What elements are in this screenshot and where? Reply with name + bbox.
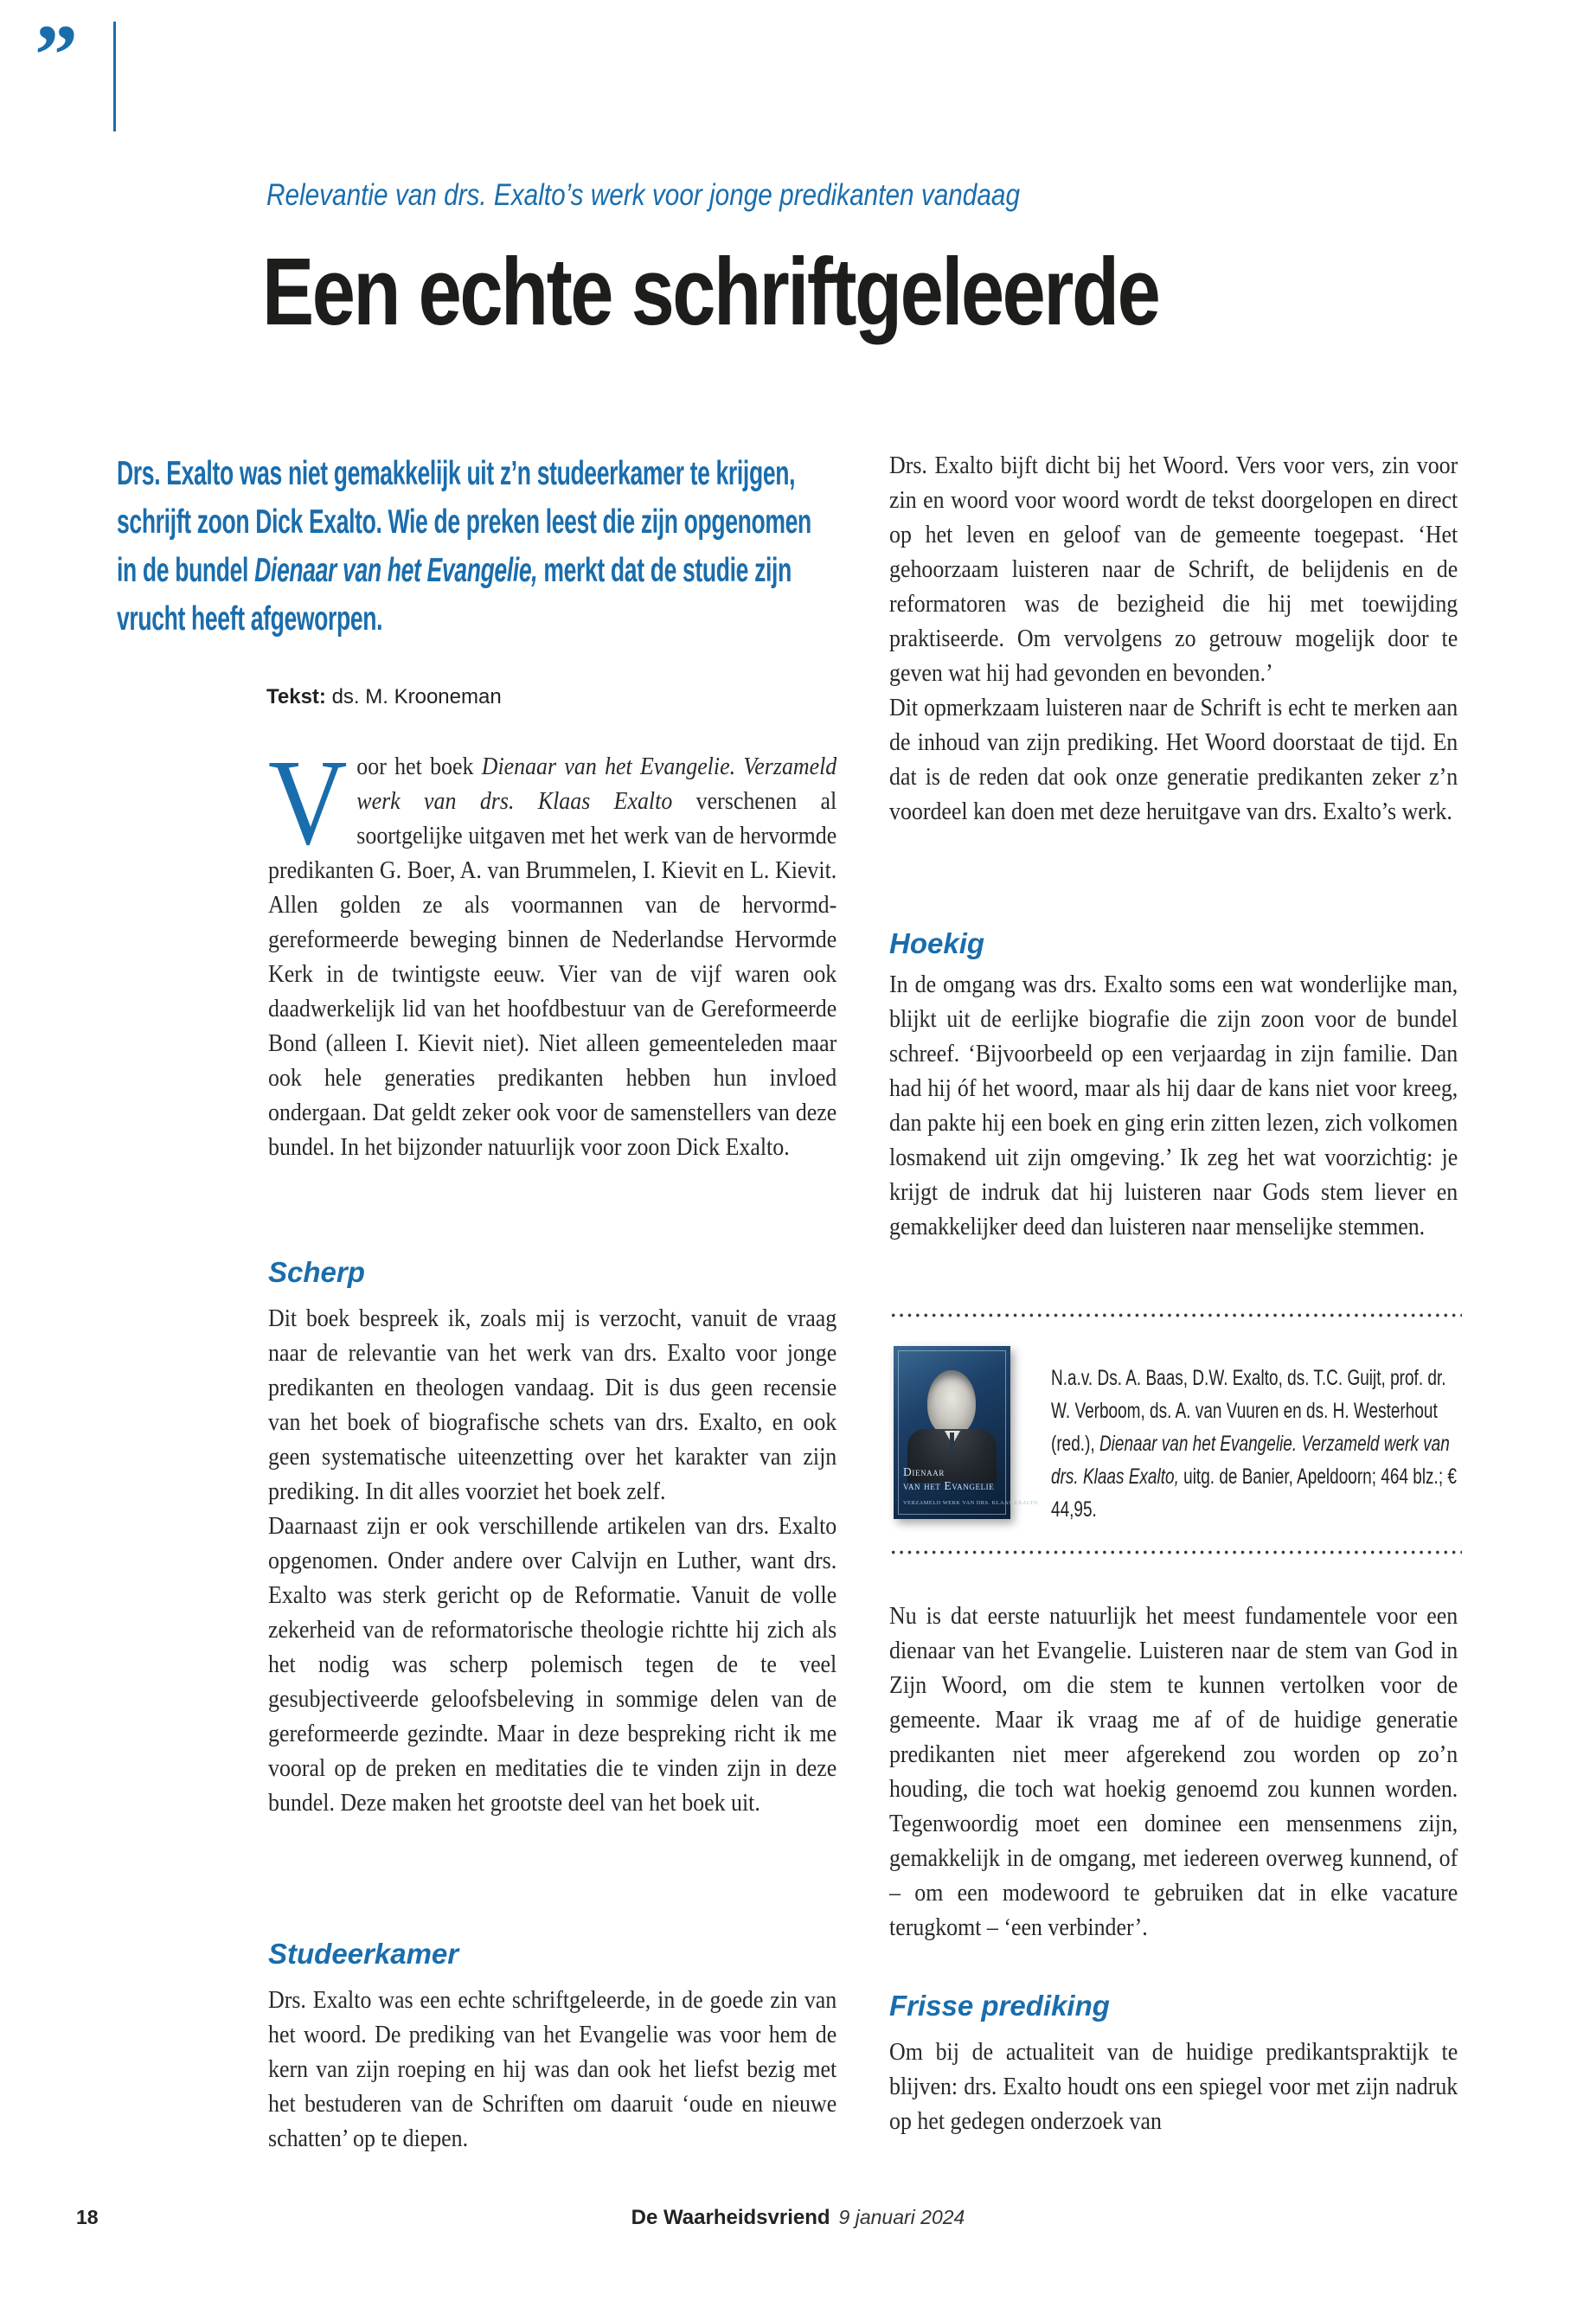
book-cover-portrait-tie	[950, 1433, 954, 1452]
book-cover-title	[903, 1465, 994, 1493]
paragraph-opening-text: oor het boek Dienaar van het Evangelie. Verzameld werk van drs. Klaas Exalto verschenen al soortgelijke uitgaven met het werk van de hervormde predikanten G. Boer, A. van Brummelen, I. Kievit en L. Kievit. Allen golden ze als voormannen van de hervormd-gereformeerde beweging binnen de Nederlandse Hervormde Kerk in de twintigste eeuw. Vier van de vijf waren ook daadwerkelijk lid van het hoofdbestuur van de Gereformeerde Bond (alleen I. Kievit niet). Niet alleen gemeenteleden maar ook hele generaties predikanten hebben hun invloed ondergaan. Dat geldt zeker ook voor de samenstellers van deze bundel. In het bijzonder natuurlijk voor zoon Dick Exalto.	[268, 753, 837, 1161]
book-cover-title-line1: Dienaar	[903, 1465, 945, 1478]
section-heading-studeerkamer: Studeerkamer	[268, 1938, 459, 1970]
left-column-studeerkamer	[268, 1983, 836, 2156]
section-heading-frisse-prediking: Frisse prediking	[889, 1990, 1110, 2022]
dotted-separator-top	[889, 1313, 1462, 1317]
footer-date: 9 januari 2024	[838, 2206, 965, 2228]
right-column-fundamenteel	[889, 1599, 1458, 1945]
paragraph-fundamenteel-1: Nu is dat eerste natuurlijk het meest fundamentele voor een dienaar van het Evangelie. Luisteren naar de stem van God in Zijn Woord, om die stem te kunnen vertolken voor de gemeente. Maar ik vraag me af of de huidige generatie predikanten niet meer afgerekend zou worden op zo’n houding, die toch wat hoekig genoemd zou kunnen worden. Tegenwoordig moet een dominee een mensenmens zijn, gemakkelijk in de omgang, met iedereen overweg kunnend, of – om een modewoord te gebruiken dat in elke vacature terugkomt – ‘een verbinder’.	[889, 1602, 1458, 1941]
left-column-opening	[268, 734, 837, 1164]
paragraph-frisse-1: Om bij de actualiteit van de huidige predikantspraktijk te blijven: drs. Exalto houdt ons een spiegel voor met zijn nadruk op het gedegen onderzoek van	[889, 2038, 1458, 2135]
book-cover-portrait	[927, 1370, 976, 1436]
footer	[631, 2206, 965, 2230]
paragraph-woord-1: Drs. Exalto bijft dicht bij het Woord. Vers voor vers, zin voor zin en woord voor woord wordt de tekst doorgelopen en direct op het leven en geloof van de gemeente toegepast. ‘Het gehoorzaam luisteren naar de Schrift, de belijdenis en de reformatoren was de bezigheid die hij met toewijding praktiseerde. Om vervolgens zo getrouw mogelijk door te geven wat hij had gevonden en bevonden.’	[889, 452, 1458, 687]
paragraph-scherp-1: Dit boek bespreek ik, zoals mij is verzocht, vanuit de vraag naar de relevantie van het werk van drs. Exalto voor jonge predikanten en theologen vandaag. Dit is dus geen recensie van het boek of biografische schets van drs. Exalto, en ook geen systematische uiteenzetting over het karakter van zijn prediking. In dit alles voorziet het boek zelf.	[268, 1304, 837, 1505]
paragraph-woord-2: Dit opmerkzaam luisteren naar de Schrift is echt te merken aan de inhoud van zijn prediking. Het Woord doorstaat de tijd. En dat is de reden dat ook onze generatie predikanten zeker z’n voordeel kan doen met deze heruitgave van drs. Exalto’s werk.	[889, 694, 1458, 825]
dotted-separator-bottom	[889, 1550, 1462, 1554]
vertical-rule	[113, 22, 116, 131]
right-column-hoekig	[889, 967, 1458, 1244]
article-intro: Drs. Exalto was niet gemakkelijk uit z’n studeerkamer te krijgen, schrijft zoon Dick Exalto. Wie de preken leest die zijn opgenomen in de bundel Dienaar van het Evangelie, merkt dat de studie zijn vrucht heeft afgeworpen.	[117, 455, 811, 638]
byline-author: ds. M. Krooneman	[331, 685, 502, 708]
left-column-scherp	[268, 1301, 836, 1820]
right-column-woord	[889, 448, 1458, 829]
book-cover-subtitle: VERZAMELD WERK VAN DRS. KLAAS EXALTO	[903, 1500, 1038, 1506]
footer-page-number: 18	[76, 2206, 99, 2228]
book-citation: N.a.v. Ds. A. Baas, D.W. Exalto, ds. T.C. Guijt, prof. dr. W. Verboom, ds. A. van Vuuren en ds. H. Westerhout (red.), Dienaar van het Evangelie. Verzameld werk van drs. Klaas Exalto, uitg. de Banier, Apeldoorn; 464 blz.; € 44,95.	[1051, 1366, 1457, 1522]
paragraph-opening	[268, 734, 837, 1164]
paragraph-studeerkamer-1: Drs. Exalto was een echte schriftgeleerde, in de goede zin van het woord. De prediking van het Evangelie was voor hem de kern van zijn roeping en hij was dan ook het liefst bezig met het bestuderen van de Schriften om daaruit ‘oude en nieuwe schatten’ op te diepen.	[268, 1986, 837, 2152]
book-cover-image	[894, 1346, 1038, 1519]
section-heading-scherp: Scherp	[268, 1256, 365, 1288]
paragraph-hoekig-1: In de omgang was drs. Exalto soms een wat wonderlijke man, blijkt uit de eerlijke biografie die zijn zoon voor de bundel schreef. ‘Bijvoorbeeld op een verjaardag in zijn familie. Dan had hij óf het woord, maar als hij daar de kans niet voor kreeg, dan pakte hij een boek en ging erin zitten lezen, zich volkomen losmakend uit zijn omgeving.’ Ik zeg het wat voorzichtig: je krijgt de indruk dat hij luisteren naar Gods stem liever en gemakkelijker deed dan luisteren naar menselijke stemmen.	[889, 971, 1458, 1240]
paragraph-scherp-2: Daarnaast zijn er ook verschillende artikelen van drs. Exalto opgenomen. Onder andere over Calvijn en Luther, want drs. Exalto was sterk gericht op de Reformatie. Vanuit de volle zekerheid van de reformatorische theologie richtte hij zich als het nodig was scherp polemisch tegen de te veel gesubjectiveerde geloofsbeleving in sommige delen van de gereformeerde gezindte. Maar in deze bespreking richt ik me vooral op de preken en meditaties die te vinden zijn in deze bundel. Deze maken het grootste deel van het boek uit.	[268, 1512, 837, 1817]
right-column-frisse	[889, 2035, 1458, 2138]
quote-mark-icon: ”	[35, 7, 78, 103]
section-heading-hoekig: Hoekig	[889, 927, 985, 959]
footer-magazine-name: De Waarheidsvriend	[631, 2206, 830, 2229]
byline-label: Tekst:	[266, 685, 326, 708]
dropcap-letter: V	[268, 734, 348, 870]
book-cover-title-line2: van het Evangelie	[903, 1479, 995, 1492]
article-kicker: Relevantie van drs. Exalto’s werk voor jonge predikanten vandaag	[266, 178, 1020, 212]
byline	[266, 685, 502, 709]
article-title: Een echte schriftgeleerde	[262, 239, 1159, 345]
